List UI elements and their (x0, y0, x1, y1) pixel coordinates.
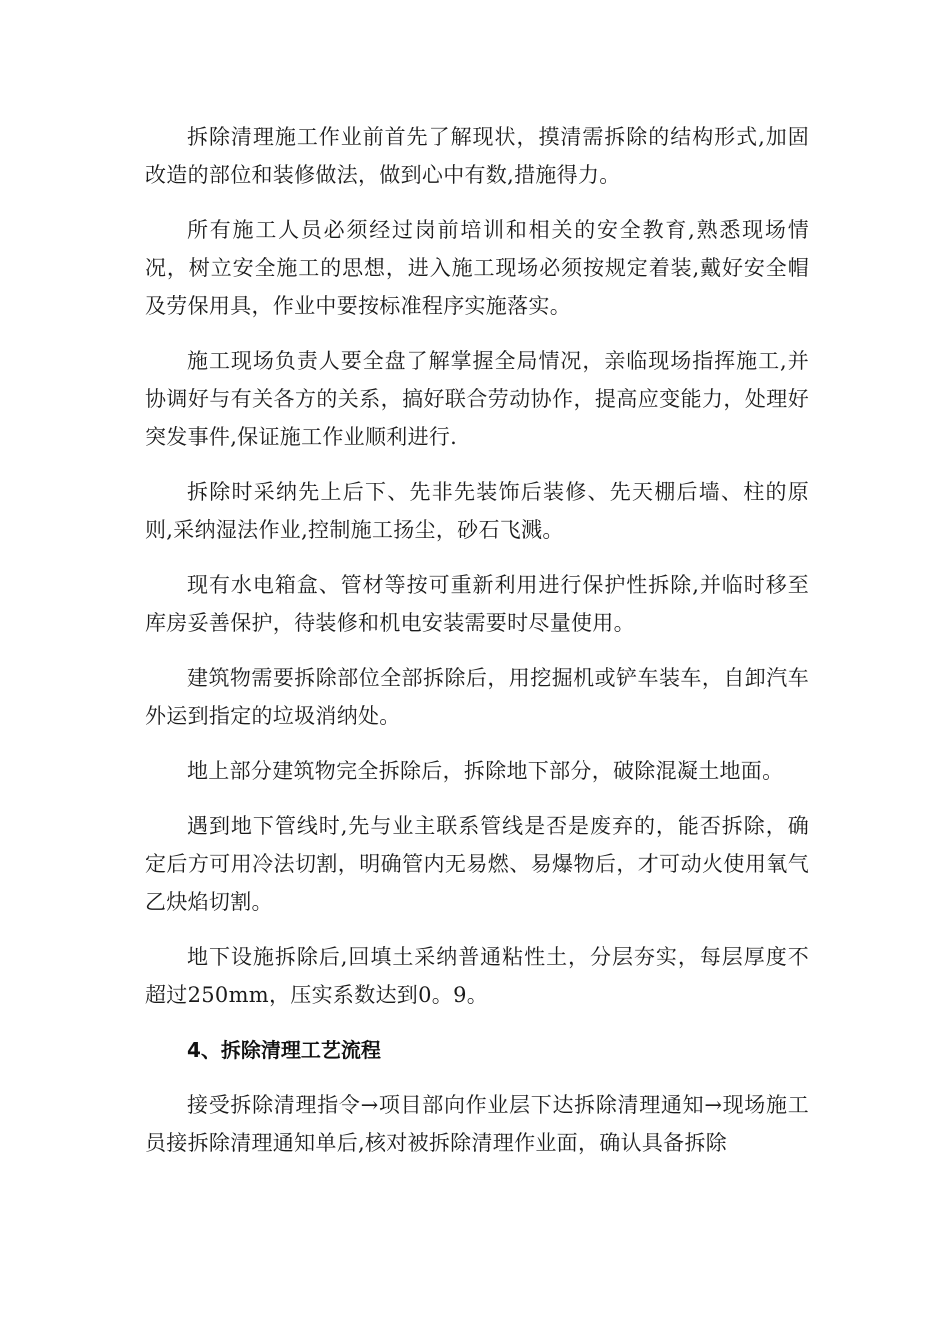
paragraph-3: 施工现场负责人要全盘了解掌握全局情况，亲临现场指挥施工,并协调好与有关各方的关系，搞好联合劳动协作，提高应变能力，处理好突发事件,保证施工作业顺利进行. (145, 349, 809, 449)
paragraph-6: 建筑物需要拆除部位全部拆除后，用挖掘机或铲车装车，自卸汽车外运到指定的垃圾消纳处。 (145, 666, 809, 728)
paragraph-2: 所有施工人员必须经过岗前培训和相关的安全教育,熟悉现场情况，树立安全施工的思想，进入施工现场必须按规定着装,戴好安全帽及劳保用具，作业中要按标准程序实施落实。 (145, 218, 809, 318)
paragraph-final: 接受拆除清理指令→项目部向作业层下达拆除清理通知→现场施工员接拆除清理通知单后,核对被拆除清理作业面，确认具备拆除 (145, 1093, 809, 1155)
paragraph-1: 拆除清理施工作业前首先了解现状，摸清需拆除的结构形式,加固改造的部位和装修做法，做到心中有数,措施得力。 (145, 125, 809, 187)
paragraph-8: 遇到地下管线时,先与业主联系管线是否是废弃的，能否拆除，确定后方可用冷法切割，明确管内无易燃、易爆物后，才可动火使用氧气乙炔焰切割。 (145, 814, 809, 914)
document-body (145, 118, 809, 1179)
paragraph-4: 拆除时采纳先上后下、先非先装饰后装修、先天棚后墙、柱的原则,采纳湿法作业,控制施工扬尘，砂石飞溅。 (145, 480, 809, 542)
paragraph-7: 地上部分建筑物完全拆除后，拆除地下部分，破除混凝土地面。 (187, 759, 784, 783)
paragraph-5: 现有水电箱盒、管材等按可重新利用进行保护性拆除,并临时移至库房妥善保护，待装修和机电安装需要时尽量使用。 (145, 573, 809, 635)
paragraph-9: 地下设施拆除后,回填土采纳普通粘性土，分层夯实，每层厚度不超过250mm，压实系数达到0。9。 (145, 945, 809, 1007)
section-heading: 4、拆除清理工艺流程 (187, 1038, 381, 1062)
